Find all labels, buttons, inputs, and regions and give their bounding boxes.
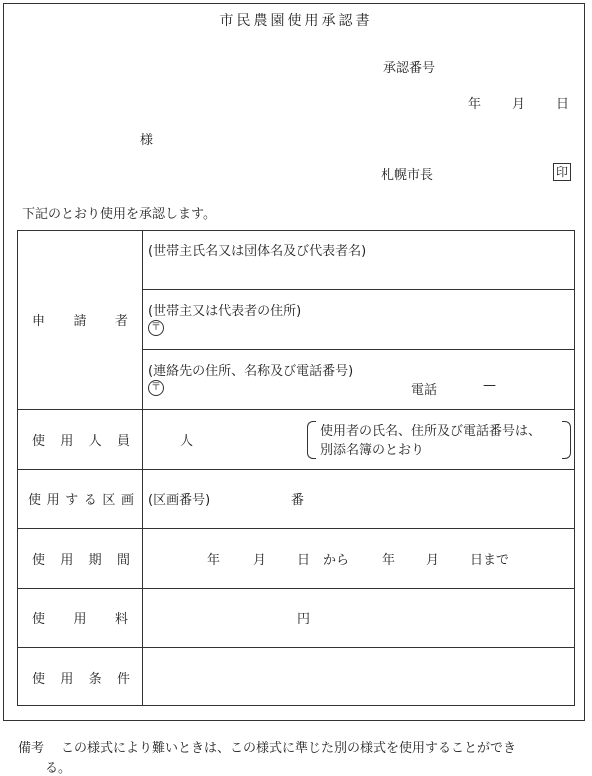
row-divider: [18, 588, 574, 589]
row-divider: [18, 409, 574, 410]
footnote-label: 備考: [18, 741, 45, 756]
postal-mark-icon: 〒: [148, 379, 164, 396]
issuer-name: 札幌市長: [381, 168, 434, 183]
document-title: 市民農園使用承認書: [219, 13, 373, 29]
applicant-name-hint: (世帯主氏名又は団体名及び代表者名): [148, 244, 367, 259]
plot-number-unit: 番: [291, 493, 305, 508]
date-year: 年: [468, 97, 482, 112]
row-divider: [142, 289, 574, 290]
period-end-month: 月: [426, 553, 440, 568]
applicant-label: 申 請 者: [32, 314, 128, 329]
users-note-line1: 使用者の氏名、住所及び電話番号は、: [320, 424, 542, 439]
period-start-day: 日: [297, 553, 311, 568]
period-start-year: 年: [207, 553, 221, 568]
seal-mark: 印: [553, 163, 571, 181]
row-divider: [142, 349, 574, 350]
row-divider: [18, 528, 574, 529]
column-divider: [142, 231, 143, 705]
approval-table: [17, 230, 575, 706]
intro-text: 下記のとおり使用を承認します。: [22, 207, 216, 222]
plot-number-hint: (区画番号): [148, 493, 211, 508]
fee-unit: 円: [297, 612, 311, 627]
plot-label: 使 用 す る 区 画: [28, 493, 134, 508]
period-end-year: 年: [382, 553, 396, 568]
row-divider: [18, 647, 574, 648]
fee-label: 使 用 料: [32, 612, 128, 627]
users-note-line2: 別添名簿のとおり: [320, 443, 425, 458]
postal-mark-icon: 〒: [148, 319, 164, 336]
recipient-suffix: 様: [140, 133, 154, 148]
row-divider: [18, 469, 574, 470]
applicant-contact-hint: (連絡先の住所、名称及び電話番号): [148, 364, 354, 379]
conditions-label: 使 用 条 件: [32, 672, 130, 687]
date-day: 日: [556, 97, 570, 112]
date-month: 月: [512, 97, 526, 112]
footnote-line2: る。: [45, 761, 72, 776]
applicant-address-hint: (世帯主又は代表者の住所): [148, 304, 302, 319]
period-from: から: [323, 553, 350, 568]
approval-number-label: 承認番号: [383, 61, 436, 76]
period-end-day: 日まで: [470, 553, 510, 568]
footnote-line1: この様式により難いときは、この様式に準じた別の様式を使用することができ: [61, 741, 517, 756]
period-label: 使 用 期 間: [32, 553, 130, 568]
phone-label: 電話: [411, 383, 438, 398]
phone-separator: —: [483, 378, 496, 393]
period-start-month: 月: [253, 553, 267, 568]
users-label: 使 用 人 員: [32, 434, 130, 449]
users-note-bracket: [307, 421, 571, 457]
users-unit: 人: [180, 434, 194, 449]
